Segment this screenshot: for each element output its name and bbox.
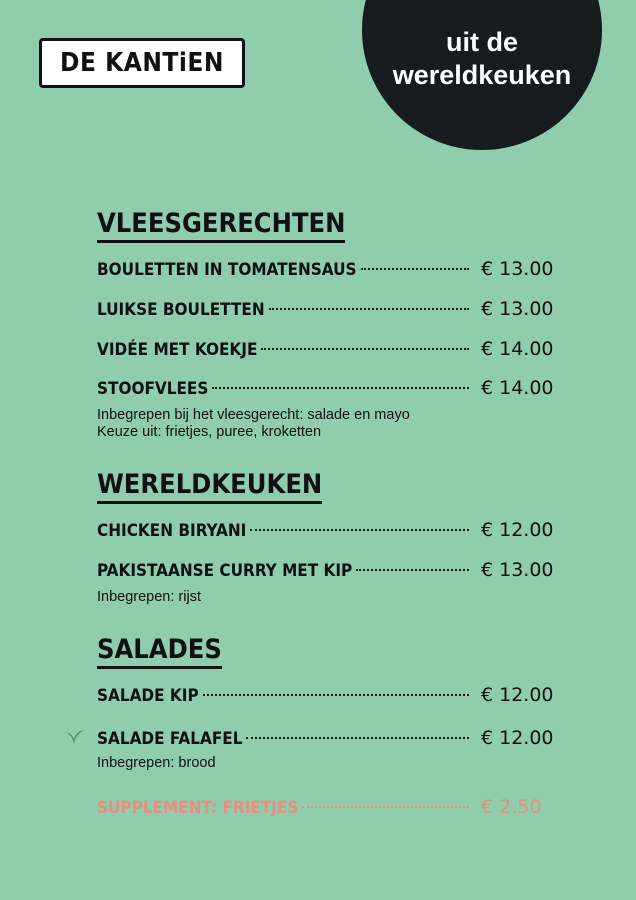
- item-price: € 12.00: [481, 727, 554, 749]
- section-note: Inbegrepen: rijst: [97, 589, 201, 605]
- item-price: € 14.00: [481, 377, 554, 399]
- section-note: Inbegrepen: brood: [97, 755, 216, 771]
- dot-leader: [356, 569, 469, 571]
- item-name: PAKISTAANSE CURRY MET KIP: [97, 561, 353, 581]
- menu-item: [97, 377, 555, 403]
- item-price: € 13.00: [481, 258, 554, 280]
- item-name: SALADE KIP: [97, 686, 199, 706]
- menu-item: [97, 519, 555, 545]
- dot-leader: [246, 737, 469, 739]
- menu-item: [97, 727, 555, 753]
- menu-item: [97, 338, 555, 364]
- dot-leader: [203, 694, 469, 696]
- item-price: € 14.00: [481, 338, 554, 360]
- section-note: Keuze uit: frietjes, puree, kroketten: [97, 424, 322, 440]
- dot-leader: [212, 387, 469, 389]
- dot-leader: [361, 268, 469, 270]
- supplement-name: SUPPLEMENT: FRIETJES: [97, 798, 299, 818]
- supplement-item: [97, 796, 555, 822]
- dot-leader: [269, 308, 469, 310]
- section-note: Inbegrepen bij het vleesgerecht: salade en mayo: [97, 407, 410, 423]
- dot-leader: [302, 806, 469, 808]
- dot-leader: [250, 529, 469, 531]
- item-name: VIDÉE MET KOEKJE: [97, 340, 258, 360]
- item-name: SALADE FALAFEL: [97, 729, 243, 749]
- menu-item: [97, 258, 555, 284]
- section-title-vleesgerechten: VLEESGERECHTEN: [97, 209, 345, 243]
- menu-item: [97, 684, 555, 710]
- item-name: STOOFVLEES: [97, 379, 209, 399]
- menu-item: [97, 559, 555, 585]
- item-price: € 12.00: [481, 519, 554, 541]
- section-title-wereldkeuken: WERELDKEUKEN: [97, 470, 322, 504]
- logo: DE KANTiEN: [39, 38, 245, 88]
- dot-leader: [261, 348, 469, 350]
- item-price: € 13.00: [481, 559, 554, 581]
- item-name: LUIKSE BOULETTEN: [97, 300, 265, 320]
- item-name: CHICKEN BIRYANI: [97, 521, 247, 541]
- badge-text: uit de wereldkeuken: [392, 27, 572, 90]
- item-price: € 13.00: [481, 298, 554, 320]
- supplement-price: € 2.50: [481, 796, 542, 818]
- section-title-salades: SALADES: [97, 635, 222, 669]
- header-badge: [362, 0, 602, 150]
- item-price: € 12.00: [481, 684, 554, 706]
- item-name: BOULETTEN IN TOMATENSAUS: [97, 260, 357, 280]
- menu-item: [97, 298, 555, 324]
- leaf-icon: [65, 728, 85, 746]
